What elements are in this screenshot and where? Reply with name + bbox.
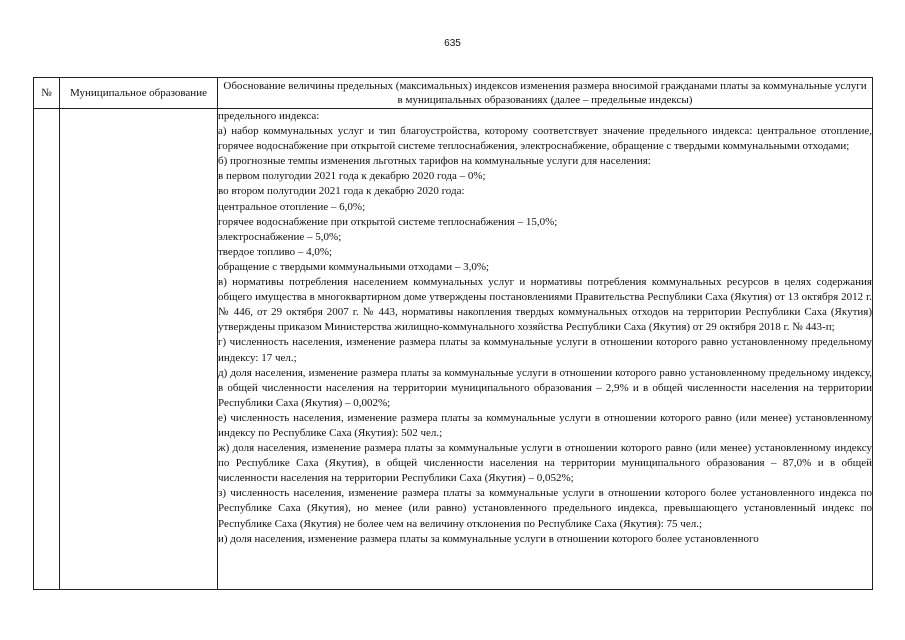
table-row <box>34 109 873 590</box>
paragraph: во втором полугодии 2021 года к декабрю 2020 года: <box>218 185 465 198</box>
paragraph: центральное отопление – 6,0%; <box>218 200 366 213</box>
paragraph: обращение с твердыми коммунальными отходами – 3,0%; <box>218 260 490 273</box>
page-number: 635 <box>444 38 461 49</box>
paragraph: твердое топливо – 4,0%; <box>218 245 333 258</box>
paragraph: предельного индекса: <box>218 110 320 122</box>
paragraph: и) доля населения, изменение размера платы за коммунальные услуги в отношении которого более установленного <box>218 532 759 545</box>
paragraph: г) численность населения, изменение размера платы за коммунальные услуги в отношении которого равно установленному предельному индексу: 17 чел.; <box>218 336 872 364</box>
header-municipality: Муниципальное образование <box>60 78 218 109</box>
header-number: № <box>34 78 60 109</box>
paragraph: б) прогнозные темпы изменения льготных тарифов на коммунальные услуги для населения: <box>218 155 651 168</box>
row-number-cell <box>34 109 60 590</box>
paragraph: а) набор коммунальных услуг и тип благоустройства, которому соответствует значение предельного индекса: центральное отопление, горячее водоснабжение при открытой системе теплоснабжения, электроснабжение, обращение с твердыми коммунальными отходами; <box>218 125 872 153</box>
row-justification-cell <box>218 109 873 590</box>
row-municipality-cell <box>60 109 218 590</box>
paragraph: ж) доля населения, изменение размера платы за коммунальные услуги в отношении которого равно (или менее) установленному индексу по Республике Саха (Якутия), в общей численности населения на территории муниципального образования – 87,0% и в общей численности населения на территории Республики Саха (Якутия) – 0,052%; <box>218 442 872 485</box>
table-header-row <box>34 78 873 109</box>
paragraph: горячее водоснабжение при открытой системе теплоснабжения – 15,0%; <box>218 215 558 228</box>
paragraph: в первом полугодии 2021 года к декабрю 2020 года – 0%; <box>218 170 486 183</box>
paragraph: е) численность населения, изменение размера платы за коммунальные услуги в отношении которого равно (или менее) установленному индексу по Республике Саха (Якутия): 502 чел.; <box>218 411 872 439</box>
paragraph: з) численность населения, изменение размера платы за коммунальные услуги в отношении которого более установленного индекса по Республике Саха (Якутия), но менее (или равно) установленного предельного индекса, превышающего установленный индекс по Республике Саха (Якутия) не более чем на величину отклонения по Республике Саха (Якутия): 75 чел.; <box>218 487 872 530</box>
justification-text <box>218 109 872 589</box>
paragraph: д) доля населения, изменение размера платы за коммунальные услуги в отношении которого равно установленному предельному индексу, в общей численности населения на территории муниципального образования – 2,9% и в общей численности населения на территории Республики Саха (Якутия) – 0,002%; <box>218 366 872 409</box>
tariff-index-table <box>33 77 873 590</box>
header-justification: Обоснование величины предельных (максимальных) индексов изменения размера вносимой гражданами платы за коммунальные услуги в муниципальных образованиях (далее – предельные индексы) <box>218 78 873 109</box>
paragraph: в) нормативы потребления населением коммунальных услуг и нормативы потребления коммунальных ресурсов в целях содержания общего имущества в многоквартирном доме утверждены постановлениями Правительства Республики Саха (Якутия) от 13 октября 2012 г. № 446, от 29 октября 2007 г. № 443, нормативы накопления твердых коммунальных отходов на территории Республики Саха (Якутия) утверждены приказом Министерства жилищно-коммунального хозяйства Республики Саха (Якутия) от 29 октября 2018 г. № 443-п; <box>218 276 872 334</box>
paragraph: электроснабжение – 5,0%; <box>218 230 342 243</box>
